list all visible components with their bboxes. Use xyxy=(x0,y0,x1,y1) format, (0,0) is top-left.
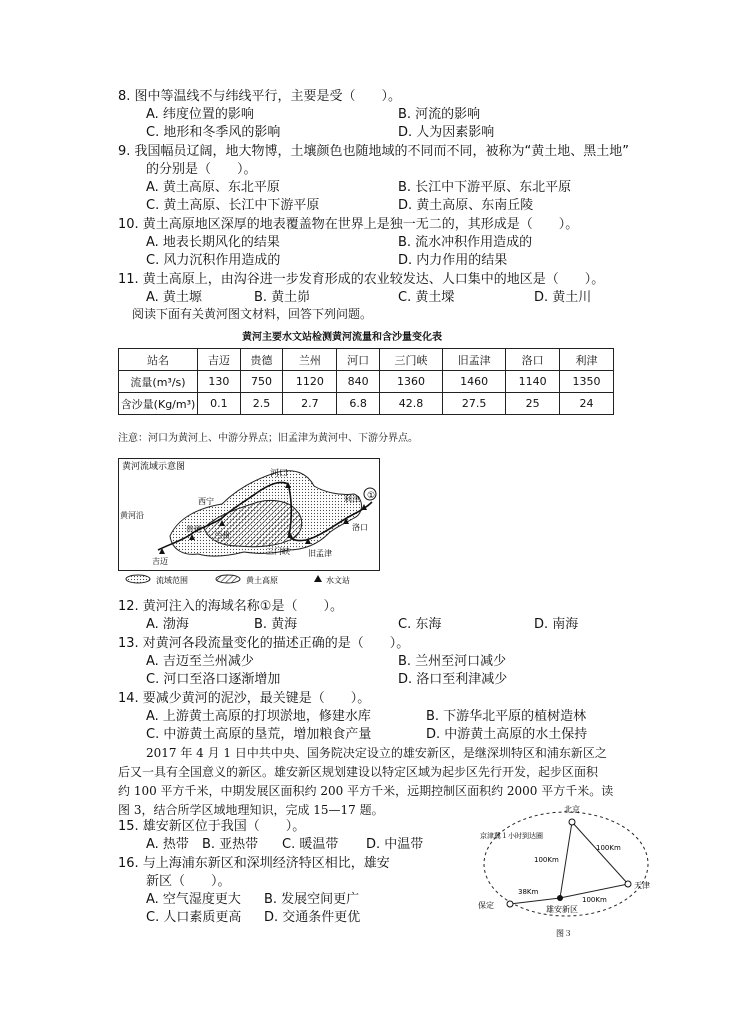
label-sanmenxia: 三门峡 xyxy=(266,547,290,556)
q12-option-a: A. 渤海 xyxy=(146,617,189,632)
table-cell: 1460 xyxy=(443,371,506,393)
q14-option-b: B. 下游华北平原的植树造林 xyxy=(426,709,587,724)
table-cell: 6.8 xyxy=(337,393,380,415)
passage-line-4: 图 3，结合所学区域地理知识，完成 15—17 题。 xyxy=(118,803,384,817)
q14-option-d: D. 中游黄土高原的水土保持 xyxy=(426,727,588,742)
dist-xiongan-tianjin: 100Km xyxy=(582,896,607,904)
header-cell: 利津 xyxy=(560,349,614,371)
label-lijin: 利津 xyxy=(344,495,360,504)
header-cell: 吉迈 xyxy=(198,349,241,371)
header-cell: 洛口 xyxy=(506,349,560,371)
table-cell: 2.5 xyxy=(240,393,283,415)
table-cell: 25 xyxy=(506,393,560,415)
question-9: 9. 我国幅员辽阔，地大物博，土壤颜色也随地域的不同而不同，被称为“黄土地、黑土地” xyxy=(118,144,630,159)
q10-option-b: B. 流水冲积作用造成的 xyxy=(398,235,533,250)
passage-line-1: 2017 年 4 月 1 日中共中央、国务院决定设立的雄安新区，是继深圳特区和浦东新区之 xyxy=(146,746,607,760)
legend-loess-swatch xyxy=(216,575,240,583)
q9-option-d: D. 黄土高原、东南丘陵 xyxy=(398,198,534,213)
q12-option-d: D. 南海 xyxy=(534,617,579,632)
question-12: 12. 黄河注入的海域名称①是（ ）。 xyxy=(118,599,343,614)
table-caption: 黄河主要水文站检测黄河流量和含沙量变化表 xyxy=(242,332,442,343)
q8-option-a: A. 纬度位置的影响 xyxy=(146,107,254,122)
q15-option-b: B. 亚热带 xyxy=(202,837,259,852)
question-13: 13. 对黄河各段流量变化的描述正确的是（ ）。 xyxy=(118,636,410,651)
q14-option-a: A. 上游黄土高原的打坝淤地，修建水库 xyxy=(146,709,371,724)
q11-option-d: D. 黄土川 xyxy=(534,290,592,305)
q10-option-a: A. 地表长期风化的结果 xyxy=(146,235,280,250)
label-tianjin: 天津 xyxy=(634,881,650,890)
q9-option-b: B. 长江中下游平原、东北平原 xyxy=(398,180,572,195)
line-xiongan-baoding xyxy=(510,898,560,904)
question-15: 15. 雄安新区位于我国（ ）。 xyxy=(118,819,306,834)
q11-option-c: C. 黄土墚 xyxy=(398,290,455,305)
table-cell: 130 xyxy=(198,371,241,393)
one-hour-circle xyxy=(484,812,648,916)
question-16-cont: 新区（ ）。 xyxy=(146,874,231,889)
table-cell: 840 xyxy=(337,371,380,393)
dist-xiongan-baoding: 38Km xyxy=(518,888,539,896)
passage-line-3: 约 100 平方千米，中期发展区面积约 200 平方千米，远期控制区面积约 2000 平方千米。读 xyxy=(118,784,614,798)
q13-option-a: A. 吉迈至兰州减少 xyxy=(146,654,254,669)
line-beijing-tianjin xyxy=(572,822,628,884)
legend-loess-label: 黄土高原 xyxy=(246,576,278,585)
q8-option-b: B. 河流的影响 xyxy=(398,107,481,122)
q14-option-c: C. 中游黄土高原的垦荒，增加粮食产量 xyxy=(146,727,372,742)
table-cell: 42.8 xyxy=(379,393,442,415)
table-cell: 1120 xyxy=(283,371,337,393)
legend-basin-label: 流域范围 xyxy=(156,576,188,585)
map-title: 黄河流域示意图 xyxy=(122,462,186,472)
q13-option-d: D. 洛口至利津减少 xyxy=(398,672,508,687)
line-beijing-xiongan xyxy=(560,822,572,898)
label-guide: 贵德 xyxy=(186,525,202,534)
label-lanzhou: 兰州 xyxy=(214,531,230,540)
label-xining: 西宁 xyxy=(198,497,214,506)
table-note: 注意：河口为黄河上、中游分界点；旧孟津为黄河中、下游分界点。 xyxy=(118,433,418,444)
label-jimai: 吉迈 xyxy=(152,557,168,566)
table-header-row xyxy=(119,349,614,371)
question-16: 16. 与上海浦东新区和深圳经济特区相比，雄安 xyxy=(118,856,390,871)
dist-beijing-xiongan: 100Km xyxy=(534,856,559,864)
tianjin-dot xyxy=(625,881,631,887)
xiongan-diagram xyxy=(476,802,656,942)
circle-label: 京津冀１小时到达圈 xyxy=(480,832,543,840)
table-row xyxy=(119,371,614,393)
q11-option-b: B. 黄土峁 xyxy=(254,290,311,305)
figure-caption: 图３ xyxy=(556,929,572,938)
label-baoding: 保定 xyxy=(478,901,494,910)
q11-option-a: A. 黄土塬 xyxy=(146,290,202,305)
xiongan-dot xyxy=(557,895,563,901)
question-11: 11. 黄土高原上，由沟谷进一步发育形成的农业较发达、人口集中的地区是（ ）。 xyxy=(118,272,605,287)
yellow-river-map xyxy=(118,458,380,588)
table-cell: 2.7 xyxy=(283,393,337,415)
table-cell: 1360 xyxy=(379,371,442,393)
q12-option-c: C. 东海 xyxy=(398,617,442,632)
hydrology-table xyxy=(118,348,614,415)
header-cell: 贵德 xyxy=(240,349,283,371)
table-cell: 27.5 xyxy=(443,393,506,415)
label-xiongan: 雄安新区 xyxy=(546,905,578,914)
q8-option-d: D. 人为因素影响 xyxy=(398,125,495,140)
passage-line-2: 后又一具有全国意义的新区。雄安新区规划建设以特定区域为起步区先行开发，起步区面积 xyxy=(118,765,599,779)
sea-marker-label: ① xyxy=(367,491,376,501)
q13-option-c: C. 河口至洛口逐渐增加 xyxy=(146,672,281,687)
label-hekou: 河口 xyxy=(270,469,289,479)
table-cell: 24 xyxy=(560,393,614,415)
q8-option-c: C. 地形和冬季风的影响 xyxy=(146,125,281,140)
q15-option-d: D. 中温带 xyxy=(366,837,424,852)
question-14: 14. 要减少黄河的泥沙，最关键是（ ）。 xyxy=(118,691,371,706)
table-cell: 流量(m³/s) xyxy=(119,371,198,393)
q16-option-c: C. 人口素质更高 xyxy=(146,910,242,925)
legend-basin-swatch xyxy=(126,575,150,583)
yellow-river-intro: 阅读下面有关黄河图文材料，回答下列问题。 xyxy=(132,307,373,321)
legend-station-label: 水文站 xyxy=(326,576,350,585)
q12-option-b: B. 黄海 xyxy=(254,617,298,632)
label-huangheyan: 黄河沿 xyxy=(120,511,144,520)
question-9-cont: 的分别是（ ）。 xyxy=(146,162,257,177)
beijing-dot xyxy=(569,819,575,825)
baoding-dot xyxy=(507,901,513,907)
table-cell: 1140 xyxy=(506,371,560,393)
header-cell: 旧孟津 xyxy=(443,349,506,371)
q16-option-d: D. 交通条件更优 xyxy=(264,910,361,925)
table-row xyxy=(119,393,614,415)
q15-option-c: C. 暖温带 xyxy=(282,837,339,852)
table-cell: 0.1 xyxy=(198,393,241,415)
label-jiumengjin: 旧孟津 xyxy=(308,549,332,558)
label-beijing: 北京 xyxy=(564,805,580,814)
dist-beijing-tianjin: 100Km xyxy=(596,844,621,852)
q13-option-b: B. 兰州至河口减少 xyxy=(398,654,507,669)
table-cell: 含沙量(Kg/m³) xyxy=(119,393,198,415)
table-cell: 750 xyxy=(240,371,283,393)
header-cell: 三门峡 xyxy=(379,349,442,371)
q10-option-d: D. 内力作用的结果 xyxy=(398,253,508,268)
q9-option-c: C. 黄土高原、长江中下游平原 xyxy=(146,198,320,213)
label-luokou: 洛口 xyxy=(352,523,368,532)
q16-option-a: A. 空气湿度更大 xyxy=(146,892,241,907)
q9-option-a: A. 黄土高原、东北平原 xyxy=(146,180,280,195)
q15-option-a: A. 热带 xyxy=(146,837,189,852)
header-cell: 站名 xyxy=(119,349,198,371)
header-cell: 兰州 xyxy=(283,349,337,371)
legend-station-icon xyxy=(314,575,322,582)
q16-option-b: B. 发展空间更广 xyxy=(264,892,360,907)
table-cell: 1350 xyxy=(560,371,614,393)
q10-option-c: C. 风力沉积作用造成的 xyxy=(146,253,281,268)
question-10: 10. 黄土高原地区深厚的地表覆盖物在世界上是独一无二的，其形成是（ ）。 xyxy=(118,217,579,232)
question-8: 8. 图中等温线不与纬线平行，主要是受（ ）。 xyxy=(118,89,402,104)
header-cell: 河口 xyxy=(337,349,380,371)
